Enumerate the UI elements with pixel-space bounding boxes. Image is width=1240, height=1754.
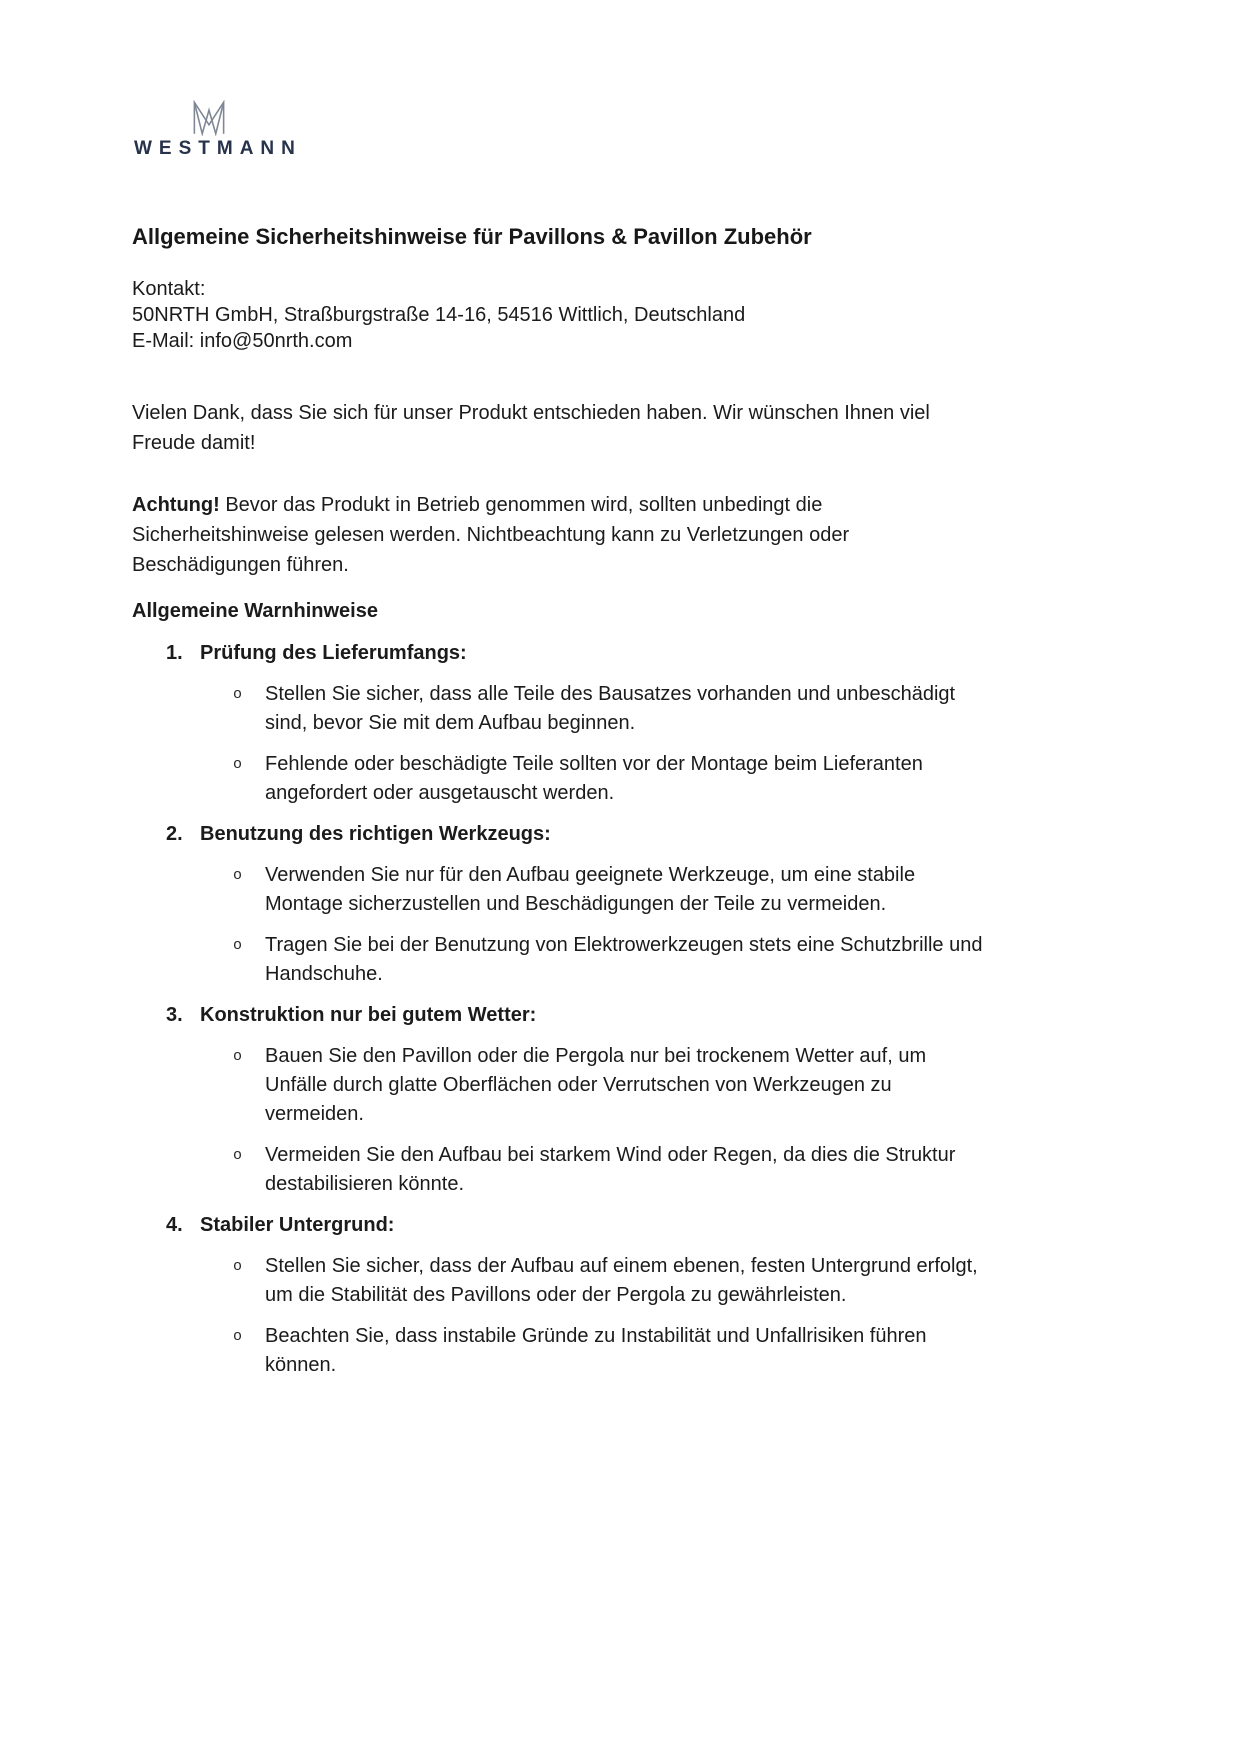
list-item-heading	[132, 820, 1002, 849]
bullet-text: Vermeiden Sie den Aufbau bei starkem Wind oder Regen, da dies die Struktur destabilisieren könnte.	[265, 1144, 956, 1195]
bullet-text: Stellen Sie sicher, dass der Aufbau auf einem ebenen, festen Untergrund erfolgt, um die Stabilität des Pavillons oder der Pergola zu gewährleisten.	[265, 1255, 978, 1306]
bullet-marker: o	[233, 1328, 243, 1345]
bullet-item	[132, 861, 1002, 919]
warning-paragraph	[132, 490, 932, 580]
bullet-marker: o	[233, 867, 243, 884]
bullet-item	[132, 1252, 1002, 1310]
bullet-item	[132, 1141, 1002, 1199]
contact-block	[132, 276, 1002, 354]
list-item-3	[132, 1001, 1002, 1199]
bullet-marker: o	[233, 756, 243, 773]
list-item-number: 1.	[166, 642, 183, 664]
list-item-title: Konstruktion nur bei gutem Wetter:	[200, 1004, 537, 1026]
document-content	[132, 0, 1002, 1392]
bullet-item	[132, 1322, 1002, 1380]
bullet-marker: o	[233, 1048, 243, 1065]
bullet-text: Fehlende oder beschädigte Teile sollten vor der Montage beim Lieferanten angefordert oder ausgetauscht werden.	[265, 753, 923, 804]
bullet-text: Beachten Sie, dass instabile Gründe zu Instabilität und Unfallrisiken führen können.	[265, 1325, 927, 1376]
list-item-4	[132, 1211, 1002, 1380]
bullet-marker: o	[233, 686, 243, 703]
bullet-item	[132, 931, 1002, 989]
list-item-number: 4.	[166, 1214, 183, 1236]
bullet-text: Stellen Sie sicher, dass alle Teile des Bausatzes vorhanden und unbeschädigt sind, bevor Sie mit dem Aufbau beginnen.	[265, 683, 956, 734]
bullet-marker: o	[233, 1258, 243, 1275]
list-item-title: Benutzung des richtigen Werkzeugs:	[200, 823, 551, 845]
brand-logo	[134, 0, 302, 160]
warning-text: Bevor das Produkt in Betrieb genommen wird, sollten unbedingt die Sicherheitshinweise gelesen werden. Nichtbeachtung kann zu Verletzungen oder Beschädigungen führen.	[132, 494, 850, 576]
list-item-heading	[132, 639, 1002, 668]
westmann-monogram-icon	[134, 100, 284, 136]
bullet-text: Bauen Sie den Pavillon oder die Pergola nur bei trockenem Wetter auf, um Unfälle durch glatte Oberflächen oder Verrutschen von Werkzeugen zu vermeiden.	[265, 1045, 927, 1125]
bullet-marker: o	[233, 937, 243, 954]
bullet-item	[132, 680, 1002, 738]
bullet-marker: o	[233, 1147, 243, 1164]
list-item-title: Prüfung des Lieferumfangs:	[200, 642, 467, 664]
list-item-heading	[132, 1001, 1002, 1030]
section-heading: Allgemeine Warnhinweise	[132, 600, 378, 622]
contact-email: E-Mail: info@50nrth.com	[132, 330, 353, 352]
contact-address: 50NRTH GmbH, Straßburgstraße 14-16, 54516 Wittlich, Deutschland	[132, 304, 746, 326]
warning-label: Achtung!	[132, 494, 220, 516]
bullet-item	[132, 750, 1002, 808]
list-item-number: 2.	[166, 823, 183, 845]
list-item-number: 3.	[166, 1004, 183, 1026]
contact-label: Kontakt:	[132, 278, 206, 300]
page-title: Allgemeine Sicherheitshinweise für Pavillons & Pavillon Zubehör	[132, 224, 812, 249]
bullet-text: Verwenden Sie nur für den Aufbau geeignete Werkzeuge, um eine stabile Montage sicherzustellen und Beschädigungen der Teile zu vermeiden.	[265, 864, 916, 915]
list-item-title: Stabiler Untergrund:	[200, 1214, 395, 1236]
intro-paragraph: Vielen Dank, dass Sie sich für unser Produkt entschieden haben. Wir wünschen Ihnen viel Freude damit!	[132, 402, 930, 454]
bullet-item	[132, 1042, 1002, 1129]
brand-wordmark: WESTMANN	[134, 138, 302, 159]
list-item-2	[132, 820, 1002, 989]
list-item-heading	[132, 1211, 1002, 1240]
bullet-text: Tragen Sie bei der Benutzung von Elektrowerkzeugen stets eine Schutzbrille und Handschuhe.	[265, 934, 983, 985]
list-item-1	[132, 639, 1002, 808]
